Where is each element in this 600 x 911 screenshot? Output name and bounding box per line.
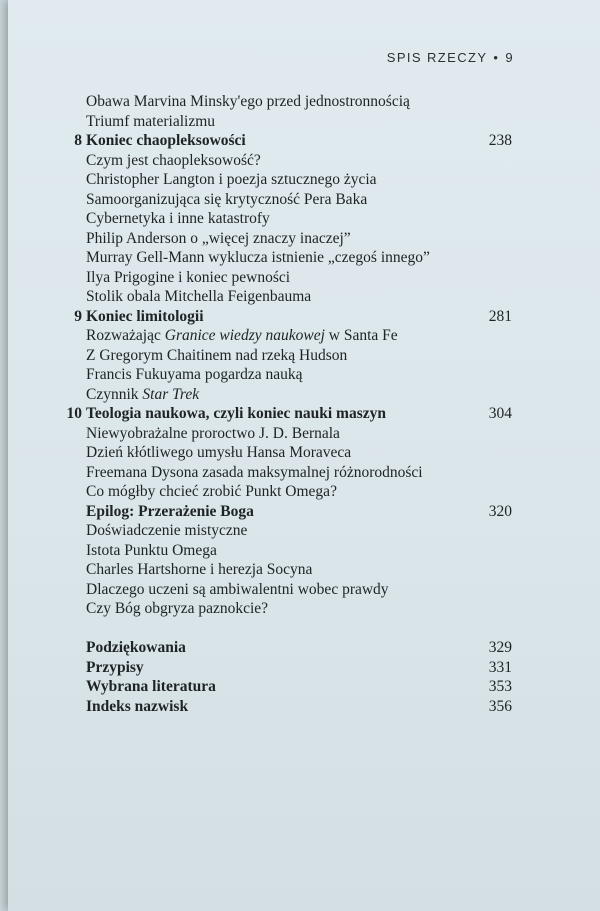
toc-chapter-entry [0,677,600,697]
section-title: Z Gregorym Chaitinem nad rzeką Hudson [86,346,348,364]
section-title: Samoorganizująca się krytyczność Pera Baka [86,190,368,208]
toc-section-entry [0,580,600,600]
section-title: Czy Bóg obgryza paznokcie? [86,600,269,617]
toc-chapter-entry [0,658,600,678]
toc-section-entry [0,92,600,112]
chapter-page-number: 353 [488,678,512,695]
chapter-number: 10 [66,405,82,422]
chapter-title: Koniec chaopleksowości [86,132,246,149]
section-title-text: Czynnik [86,385,143,403]
toc-section-entry [0,346,600,366]
chapter-page-number: 329 [488,639,512,656]
section-title: Cybernetyka i inne katastrofy [86,210,270,227]
section-title: Czym jest chaopleksowość? [86,151,261,169]
toc-section-entry [0,560,600,580]
chapter-page-number: 304 [488,405,512,422]
section-title-italic: Granice wiedzy naukowej [164,327,325,344]
toc-section-entry [0,287,600,307]
toc-chapter-entry [0,697,600,717]
chapter-page-number: 238 [488,132,512,149]
toc-section-entry [0,521,600,541]
toc-section-entry [0,385,600,405]
chapter-title: Koniec limitologii [86,307,204,325]
toc-section-entry [0,229,600,249]
section-title: Dzień kłótliwego umysłu Hansa Moraveca [86,444,352,461]
chapter-title: Indeks nazwisk [86,697,189,715]
toc-section-entry [0,170,600,190]
table-of-contents [0,92,600,716]
section-title: Triumf materializmu [86,112,216,130]
section-title: Dlaczego uczeni są ambiwalentni wobec prawdy [86,580,389,598]
toc-section-entry [0,443,600,463]
header-title: SPIS RZECZY [386,50,488,65]
section-title: Doświadczenie mistyczne [86,522,248,539]
toc-section-entry [0,463,600,483]
chapter-number: 9 [74,307,82,325]
toc-chapter-entry [0,307,600,327]
chapter-title: Epilog: Przerażenie Boga [86,502,254,520]
section-title: Charles Hartshorne i herezja Socyna [86,561,313,578]
section-title: Francis Fukuyama pogardza nauką [86,366,303,383]
toc-section-entry [0,190,600,210]
section-title-text: w Santa Fe [324,327,398,344]
section-title: Ilya Prigogine i koniec pewności [86,268,291,286]
chapter-page-number: 320 [488,502,512,520]
section-title: Stolik obala Mitchella Feigenbauma [86,288,312,305]
toc-spacer [0,619,600,639]
section-title: Murray Gell-Mann wyklucza istnienie „czegoś innego” [86,249,430,266]
toc-section-entry [0,151,600,171]
section-title: Niewyobrażalne proroctwo J. D. Bernala [86,424,340,442]
section-title [86,385,199,405]
toc-section-entry [0,248,600,268]
section-title-italic: Star Trek [142,385,200,403]
toc-section-entry [0,482,600,502]
section-title: Obawa Marvina Minsky'ego przed jednostronnością [86,93,410,110]
header-separator: • [493,50,500,65]
chapter-title: Podziękowania [86,639,186,656]
section-title-text: Rozważając [86,327,165,344]
toc-chapter-entry [0,131,600,151]
toc-section-entry [0,326,600,346]
toc-section-entry [0,268,600,288]
chapter-page-number: 356 [488,697,512,715]
toc-chapter-entry [0,404,600,424]
section-title: Istota Punktu Omega [86,541,217,559]
section-title [86,326,398,346]
chapter-title: Wybrana literatura [86,678,216,695]
chapter-number: 8 [74,132,82,149]
toc-section-entry [0,541,600,561]
toc-chapter-entry [0,638,600,658]
section-title: Co mógłby chcieć zrobić Punkt Omega? [86,483,337,500]
chapter-page-number: 331 [488,658,512,676]
section-title: Freemana Dysona zasada maksymalnej różnorodności [86,463,423,481]
section-title: Philip Anderson o „więcej znaczy inaczej” [86,229,351,247]
running-header [387,50,514,65]
chapter-page-number: 281 [488,307,512,325]
toc-section-entry [0,365,600,385]
toc-chapter-entry [0,502,600,522]
toc-section-entry [0,424,600,444]
chapter-title: Przypisy [86,658,144,676]
toc-section-entry [0,112,600,132]
header-page-number: 9 [505,50,514,65]
chapter-title: Teologia naukowa, czyli koniec nauki maszyn [86,405,387,422]
section-title: Christopher Langton i poezja sztucznego życia [86,171,377,188]
toc-section-entry [0,599,600,619]
toc-section-entry [0,209,600,229]
